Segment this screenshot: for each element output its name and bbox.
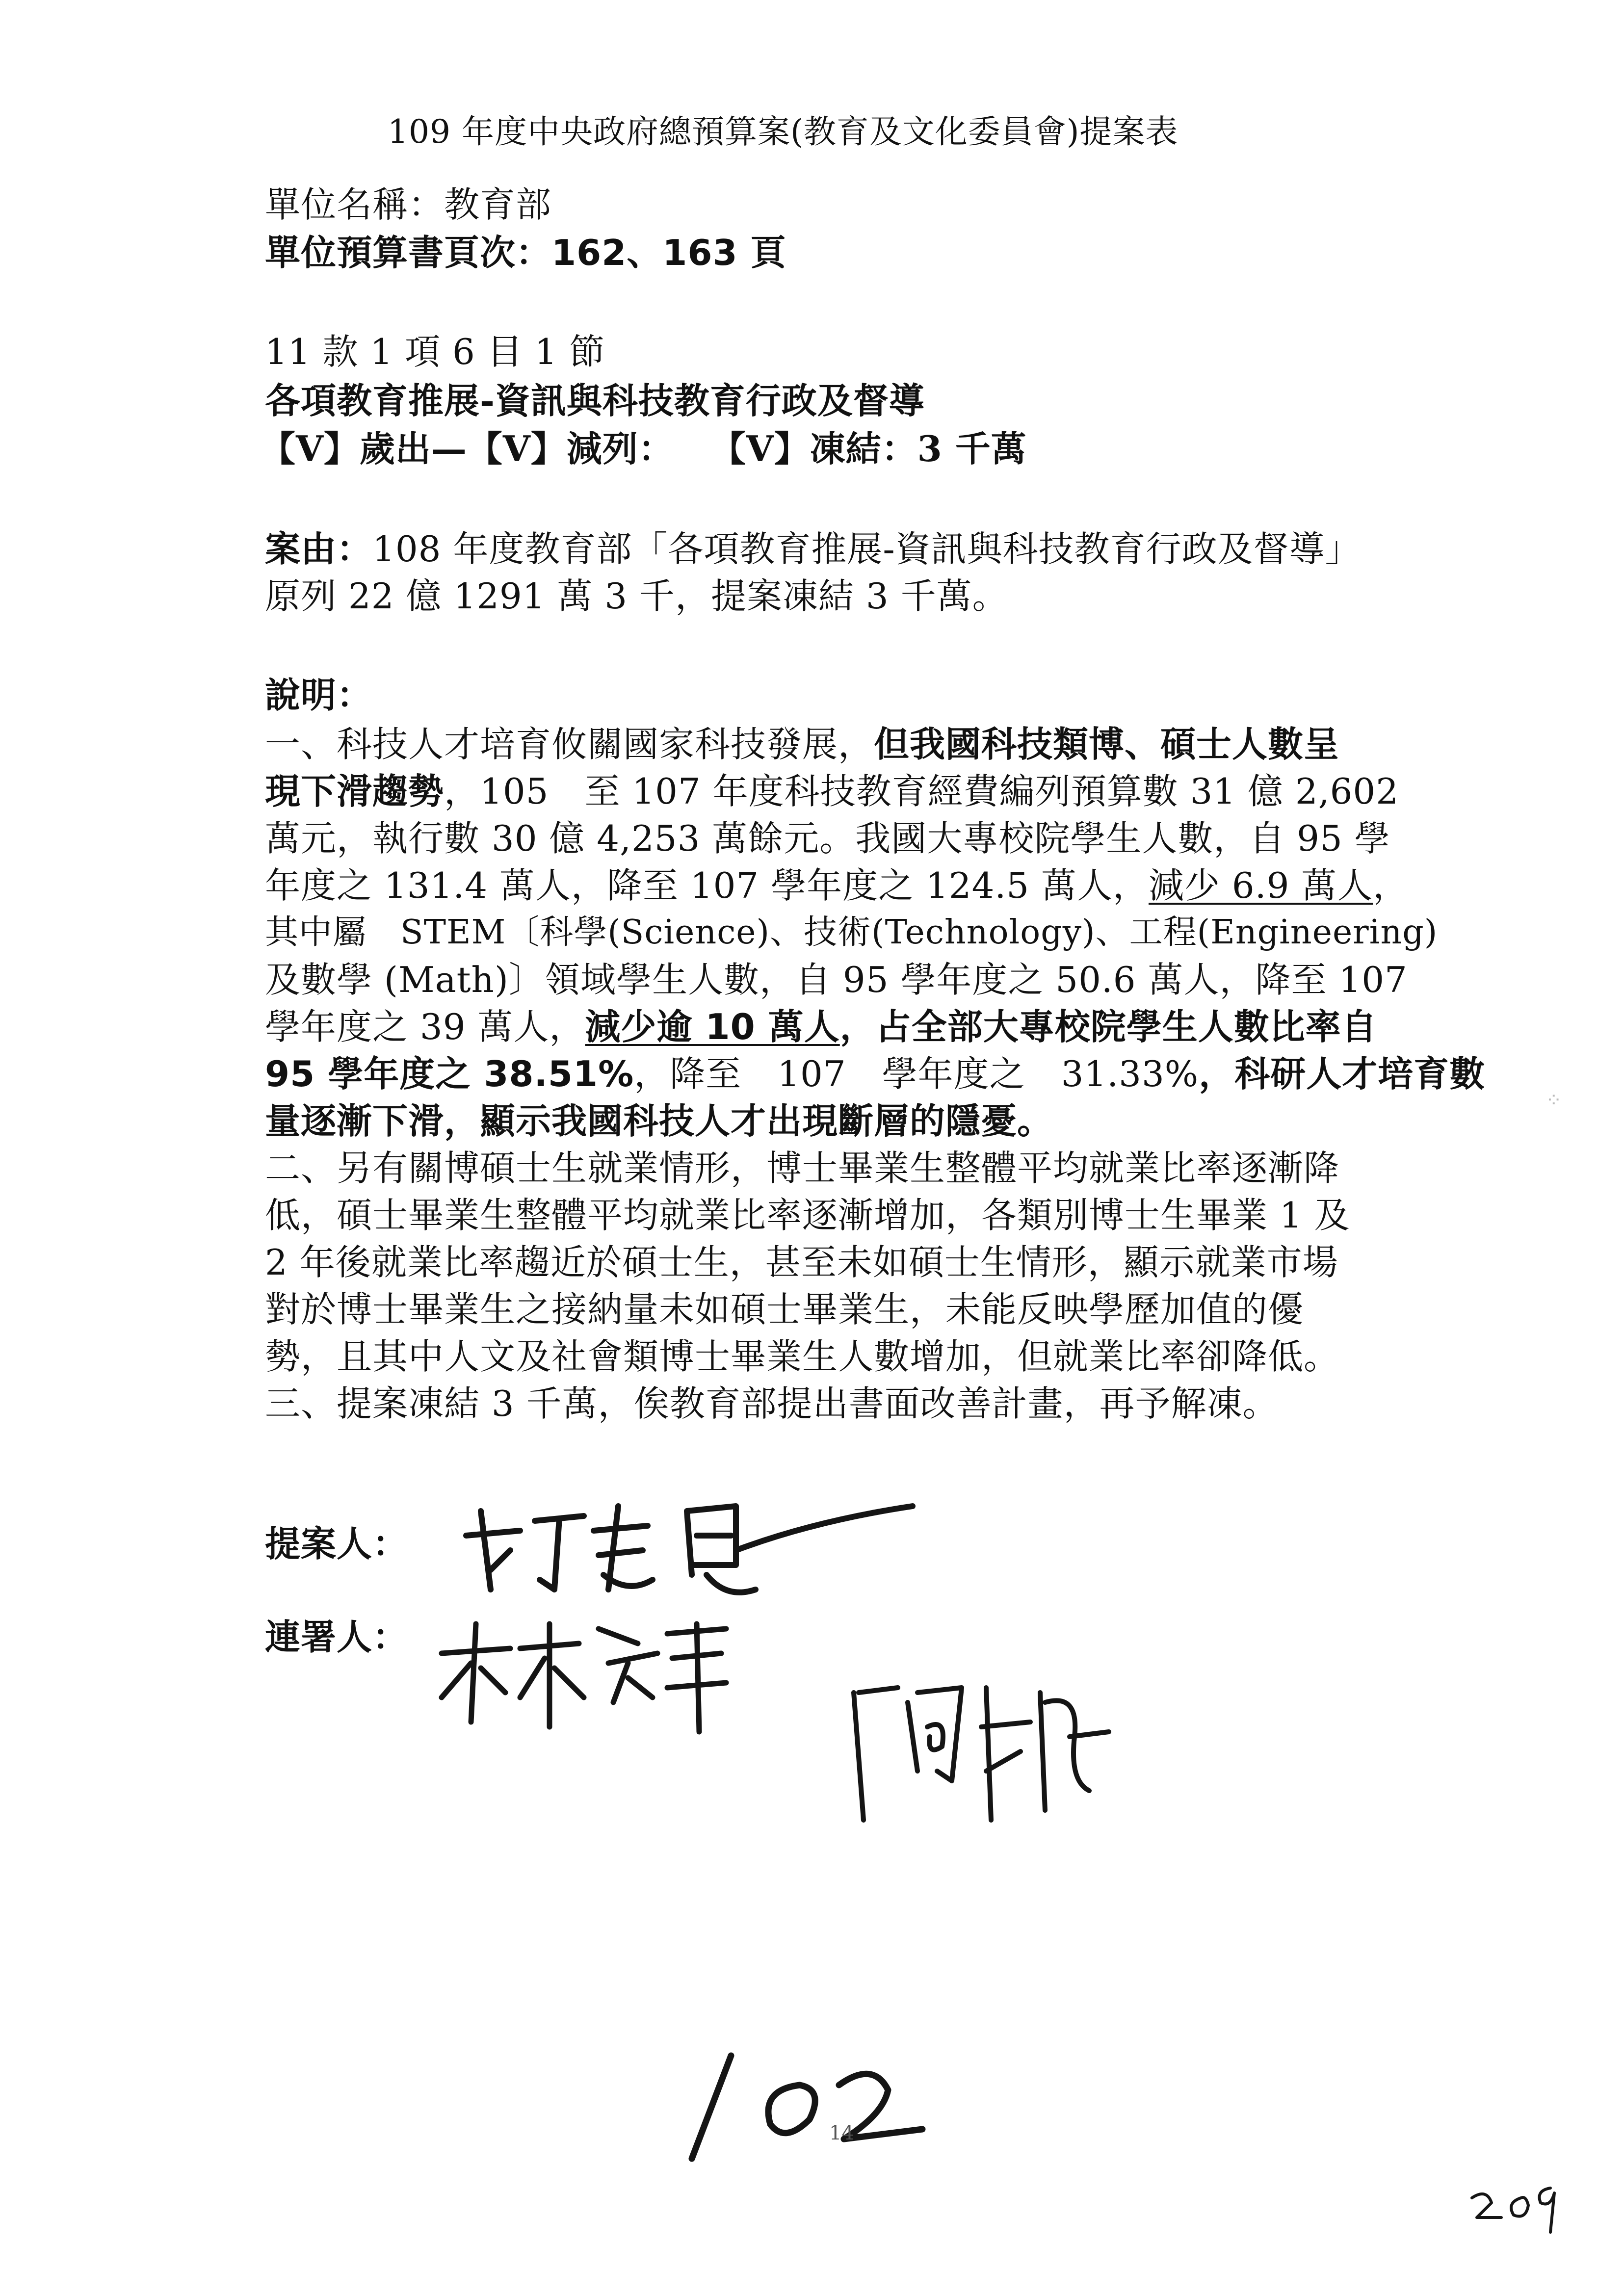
para2-line-4: 對於博士畢業生之接納量未如碩士畢業生，未能反映學歷加值的優 bbox=[265, 1289, 1304, 1330]
cosigner-label: 連署人： bbox=[265, 1617, 409, 1658]
action-line: 【V】歲出—【V】減列： 【V】凍結：3 千萬 bbox=[260, 428, 1027, 470]
para1-underlined: 減少 6.9 萬人 bbox=[1149, 865, 1373, 906]
para1-text: 學年度之 39 萬人， bbox=[265, 1006, 585, 1047]
corner-mark bbox=[1467, 2168, 1565, 2237]
para1-text: 年度之 131.4 萬人，降至 107 學年度之 124.5 萬人， bbox=[265, 865, 1149, 906]
para1-text: ，降至 107 學年度之 31.33% bbox=[634, 1053, 1199, 1095]
reason-label: 案由： bbox=[265, 528, 373, 570]
explanation-label: 說明： bbox=[265, 674, 373, 716]
para2-line-1: 二、另有關博碩士生就業情形，博士畢業生整體平均就業比率逐漸降 bbox=[265, 1148, 1340, 1189]
scan-smudge: ⁘ bbox=[1545, 1089, 1562, 1112]
para1-emphasis: 95 學年度之 38.51% bbox=[265, 1053, 634, 1095]
proposer-label: 提案人： bbox=[265, 1523, 409, 1565]
para1-emphasis: ，占全部大專校院學生人數比率自 bbox=[839, 1006, 1377, 1047]
para1-line-1 bbox=[265, 721, 1339, 767]
para1-line-2 bbox=[265, 768, 1399, 814]
para1-line-6: 及數學 (Math)〕領域學生人數，自 95 學年度之 50.6 萬人，降至 107 bbox=[265, 959, 1408, 1000]
para1-text: ，105 至 107 年度科技教育經費編列預算數 31 億 2,602 bbox=[444, 771, 1399, 812]
para1-text: 一、科技人才培育攸關國家科技發展， bbox=[265, 724, 874, 765]
para2-line-2: 低，碩士畢業生整體平均就業比率逐漸增加，各類別博士生畢業 1 及 bbox=[265, 1195, 1350, 1236]
para1-line-4 bbox=[265, 862, 1409, 909]
para1-line-9: 量逐漸下滑，顯示我國科技人才出現斷層的隱憂。 bbox=[265, 1100, 1053, 1142]
para1-line-8 bbox=[265, 1051, 1485, 1097]
printed-page-number: 14 bbox=[829, 2122, 854, 2144]
reason-text-1: 108 年度教育部「各項教育推展-資訊與科技教育行政及督導」 bbox=[372, 528, 1361, 570]
handwritten-page-number bbox=[677, 2041, 942, 2168]
document-title: 109 年度中央政府總預算案(教育及文化委員會)提案表 bbox=[388, 113, 1179, 151]
budget-pages: 單位預算書頁次：162、163 頁 bbox=[265, 232, 786, 273]
reason-line-1 bbox=[265, 526, 1361, 572]
para1-line-3: 萬元，執行數 30 億 4,253 萬餘元。我國大專校院學生人數，自 95 學 bbox=[265, 818, 1390, 859]
para2-line-3: 2 年後就業比率趨近於碩士生，甚至未如碩士生情形，顯示就業市場 bbox=[265, 1242, 1338, 1283]
unit-name: 單位名稱：教育部 bbox=[265, 184, 552, 225]
para1-line-7 bbox=[265, 1004, 1377, 1050]
reason-line-2: 原列 22 億 1291 萬 3 千，提案凍結 3 千萬。 bbox=[265, 575, 1008, 617]
para1-text: ， bbox=[1373, 865, 1409, 906]
para2-line-5: 勢，且其中人文及社會類博士畢業生人數增加，但就業比率卻降低。 bbox=[265, 1336, 1340, 1377]
para1-emphasis: 現下滑趨勢 bbox=[265, 771, 445, 812]
para1-emphasis: 但我國科技類博、碩士人數呈 bbox=[874, 724, 1340, 765]
para1-line-5: 其中屬 STEM〔科學(Science)、技術(Technology)、工程(Engineering) bbox=[265, 913, 1438, 952]
cosigner-signature-2 bbox=[844, 1673, 1119, 1830]
para1-emphasis-underlined: 減少逾 10 萬人 bbox=[585, 1006, 840, 1047]
proposer-signature bbox=[461, 1491, 932, 1609]
para3-line: 三、提案凍結 3 千萬，俟教育部提出書面改善計畫，再予解凍。 bbox=[265, 1383, 1279, 1424]
item-code: 11 款 1 項 6 目 1 節 bbox=[265, 331, 605, 372]
item-name: 各項教育推展-資訊與科技教育行政及督導 bbox=[265, 380, 925, 421]
cosigner-signature-1 bbox=[432, 1614, 736, 1742]
para1-emphasis: ，科研人才培育數 bbox=[1199, 1053, 1486, 1095]
